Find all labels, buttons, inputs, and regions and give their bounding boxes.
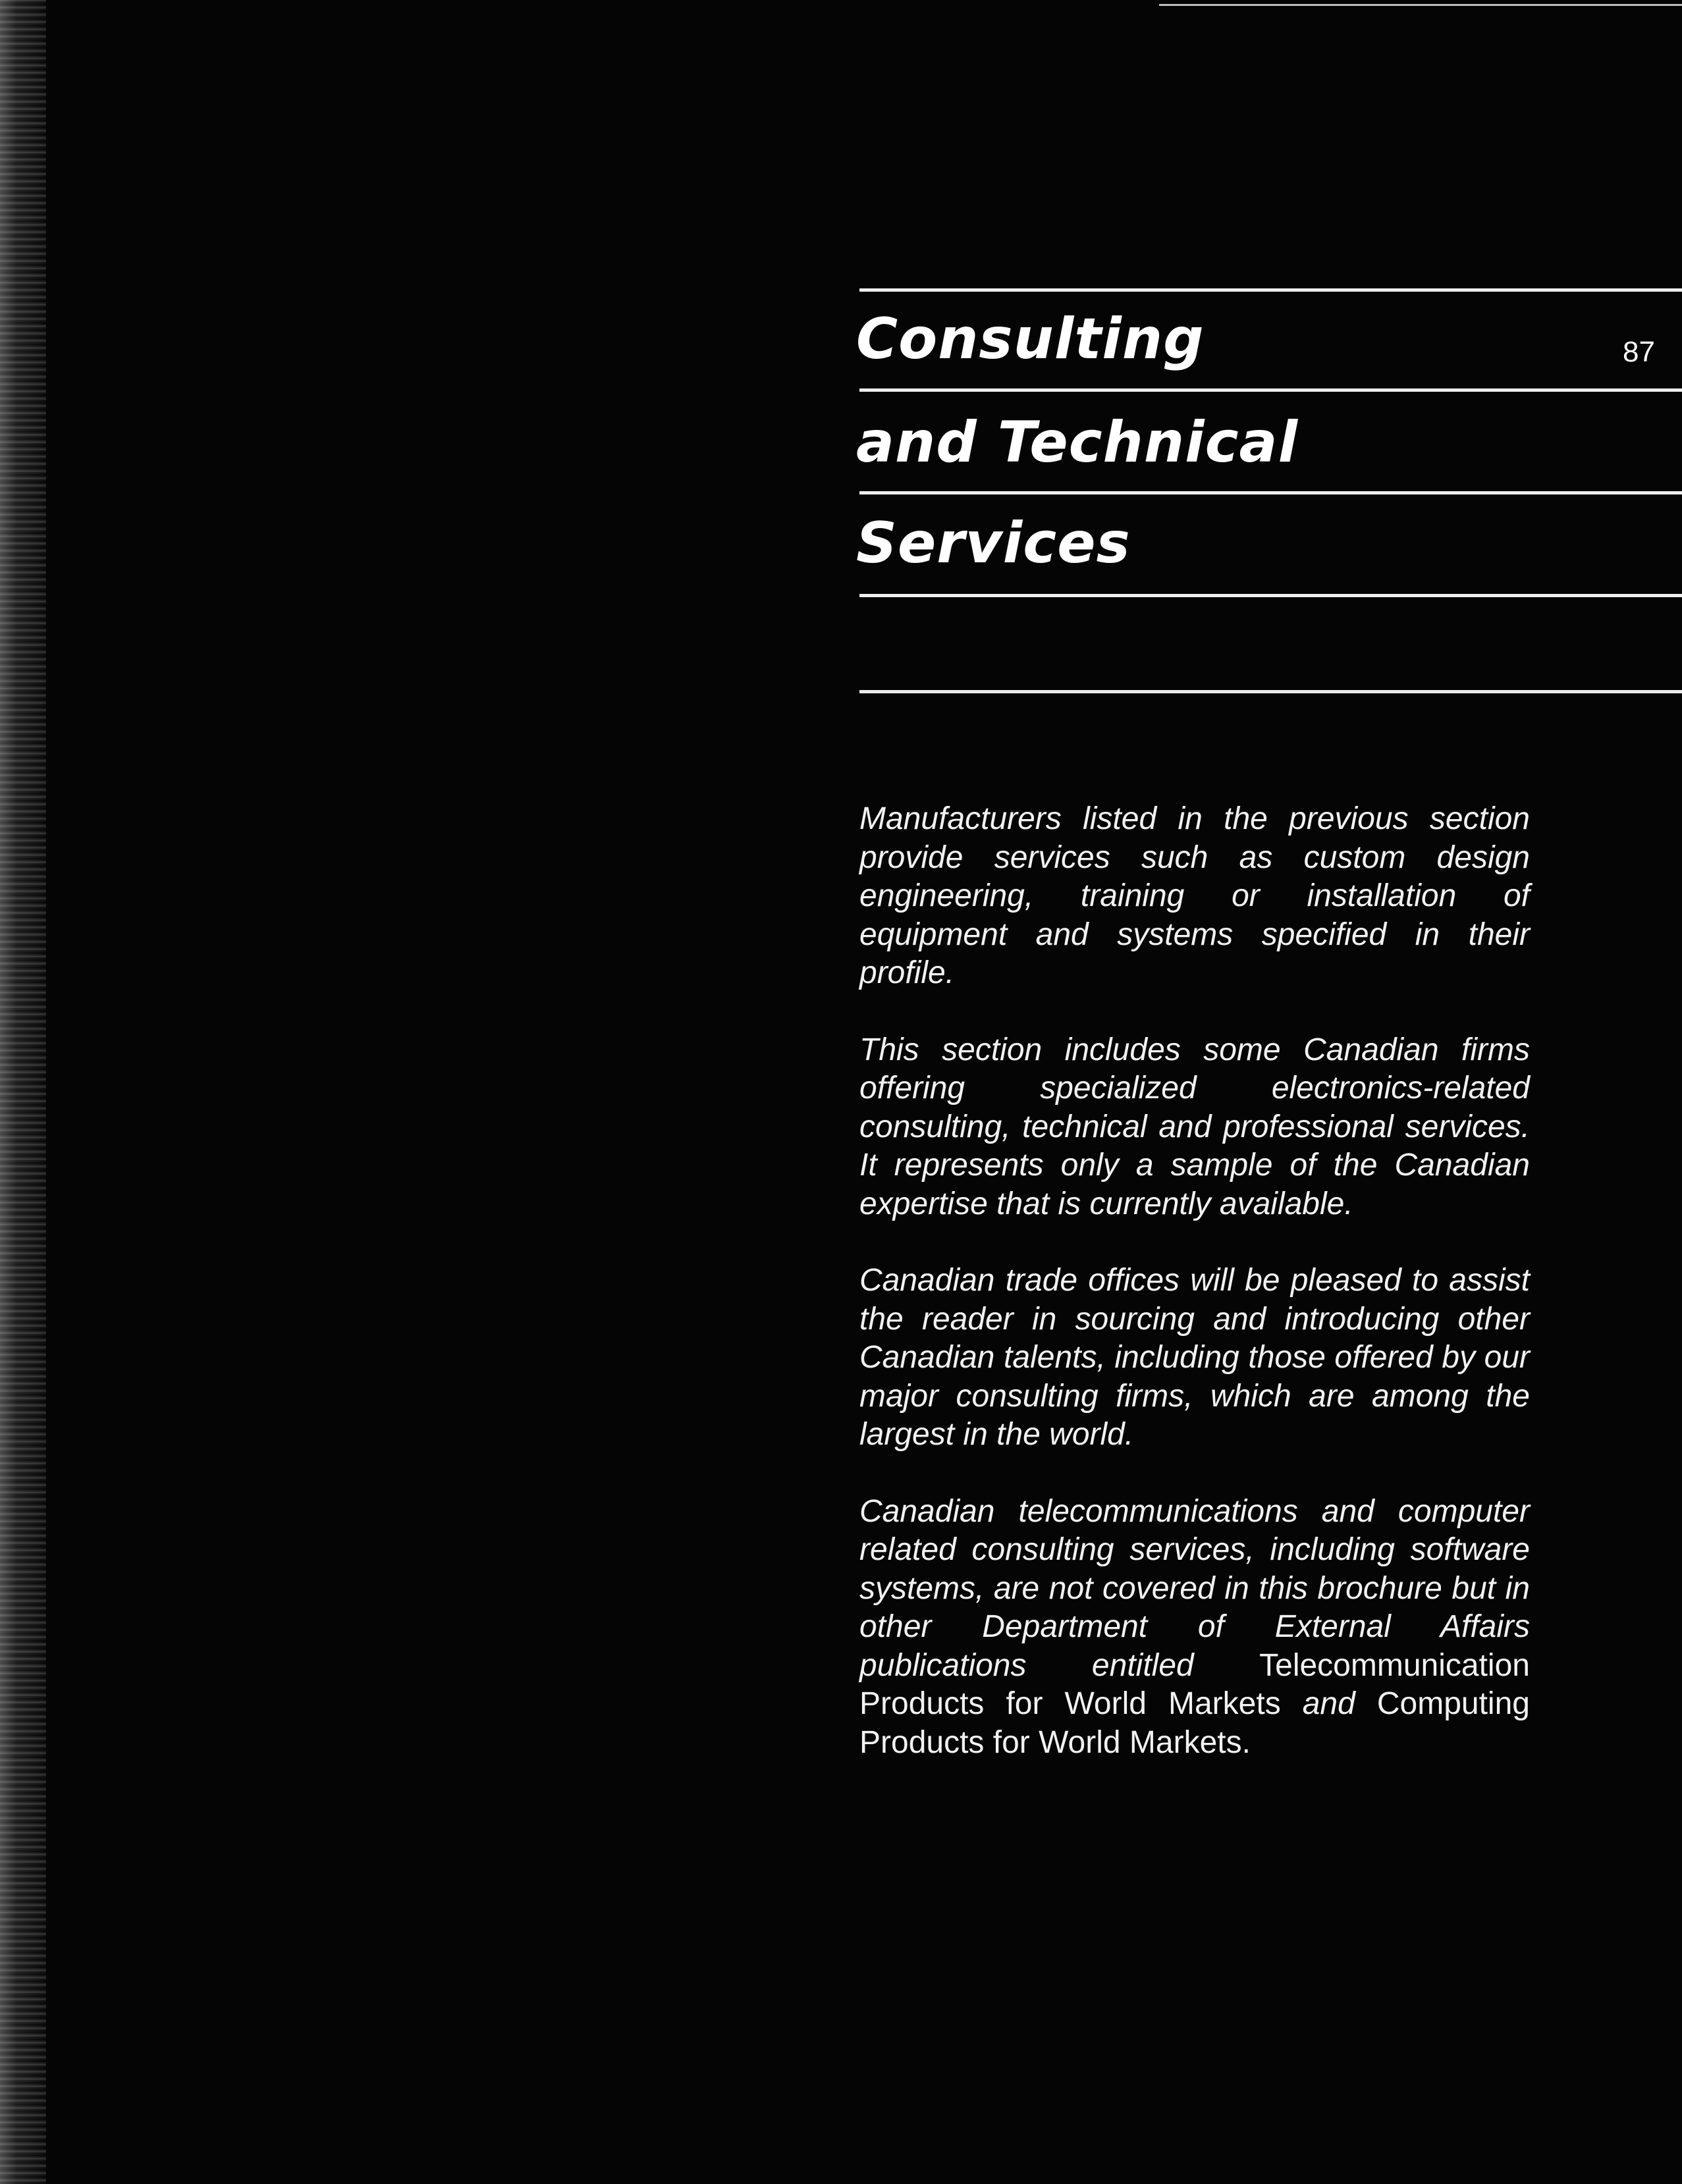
heading-rule-4 [859, 594, 1682, 597]
heading-rule-2 [859, 388, 1682, 392]
top-edge-line [1159, 4, 1682, 6]
heading-rule-1 [859, 288, 1682, 292]
publication-title-computing: Computing Products for World Markets. [859, 1686, 1530, 1760]
trade-offices-paragraph: Canadian trade offices will be pleased to assist the reader in sourcing and introducing other Canadian talents, including those offered by our major consulting firms, which are among the largest in the world. [859, 1263, 1530, 1452]
heading-rule-5 [859, 690, 1682, 693]
section-title-line-2: and Technical [856, 410, 1299, 475]
body-text [859, 800, 1530, 1800]
binding-edge [0, 0, 46, 2184]
page-number: 87 [1623, 336, 1655, 368]
section-scope-paragraph: This section includes some Canadian firms offering specialized electronics-related consulting, technical and professional services. It represents only a sample of the Canadian expertise that is currently available. [859, 1032, 1530, 1221]
section-title-line-3: Services [856, 510, 1131, 576]
publication-connector: and [1302, 1686, 1355, 1721]
intro-paragraph: Manufacturers listed in the previous section provide services such as custom design engineering, training or installation of equipment and systems specified in their profile. [859, 801, 1530, 990]
publication-title-telecom: Telecommunication Products for World Markets [859, 1647, 1530, 1721]
publications-paragraph [859, 1493, 1530, 1763]
heading-rule-3 [859, 491, 1682, 494]
publications-text: Canadian telecommunications and computer related consulting services, including software systems, are not covered in this brochure but in other Department of External Affairs publications entitled [859, 1493, 1530, 1683]
section-title-line-1: Consulting [856, 306, 1205, 372]
